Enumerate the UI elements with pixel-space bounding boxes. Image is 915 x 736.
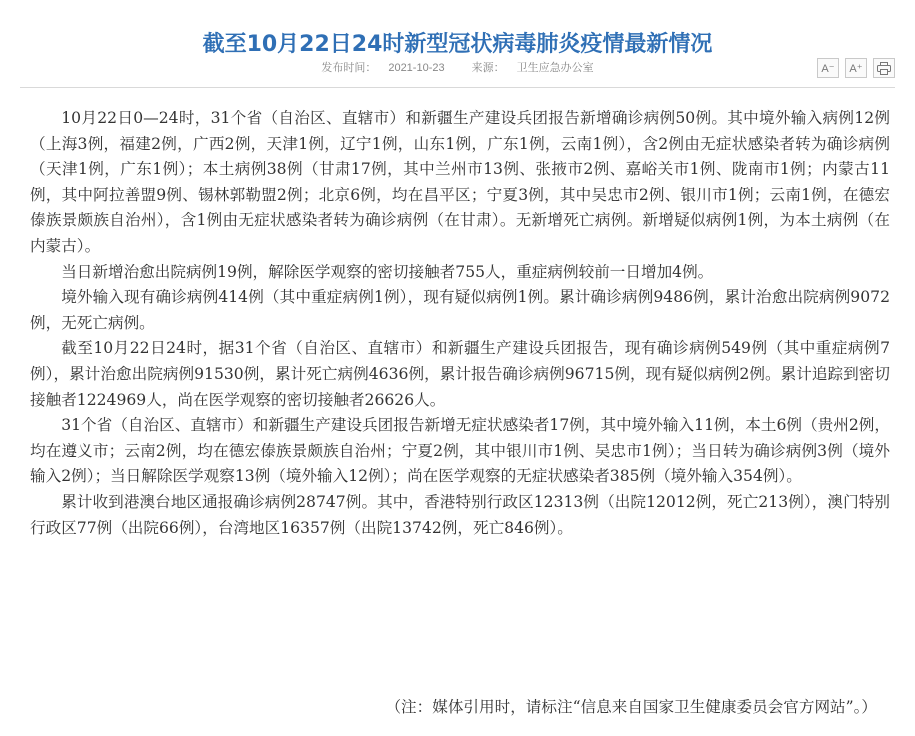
article-title: 截至10月22日24时新型冠状病毒肺炎疫情最新情况: [202, 31, 713, 57]
paragraph-hk-macao-taiwan: 累计收到港澳台地区通报确诊病例28747例。其中，香港特别行政区12313例（出院12012例，死亡213例），澳门特别行政区77例（出院66例），台湾地区16357例（出院13742例，死亡846例）。: [30, 492, 890, 537]
print-button[interactable]: [873, 58, 895, 78]
paragraph-new-cases: 10月22日0—24时，31个省（自治区、直辖市）和新疆生产建设兵团报告新增确诊病例50例。其中境外输入病例12例（上海3例，福建2例，广西2例，天津1例，辽宁1例，山东1例，广东1例，云南1例），含2例由无症状感染者转为确诊病例（天津1例，广东1例）；本土病例38例（甘肃17例，其中兰州市13例、张掖市2例、嘉峪关市1例、陇南市1例；内蒙古11例，其中阿拉善盟9例、锡林郭勒盟2例；北京6例，均在昌平区；宁夏3例，其中吴忠市2例、银川市1例；云南1例，在德宏傣族景颇族自治州），含1例由无症状感染者转为确诊病例（在甘肃）。无新增死亡病例。新增疑似病例1例，为本土病例（在内蒙古）。: [30, 109, 890, 255]
article-body: [30, 106, 890, 541]
publish-time: [315, 62, 450, 74]
font-larger-icon: A⁺: [849, 62, 863, 75]
citation-note: （注：媒体引用时，请标注“信息来自国家卫生健康委员会官方网站”。）: [385, 698, 877, 716]
paragraph-imported: 境外输入现有确诊病例414例（其中重症病例1例），现有疑似病例1例。累计确诊病例9486例，累计治愈出院病例9072例，无死亡病例。: [30, 288, 890, 332]
font-smaller-icon: A⁻: [821, 62, 835, 75]
article-source: [466, 62, 600, 74]
print-icon: [877, 62, 891, 75]
font-larger-button[interactable]: [845, 58, 867, 78]
paragraph-asymptomatic: 31个省（自治区、直辖市）和新疆生产建设兵团报告新增无症状感染者17例，其中境外输入11例，本土6例（贵州2例，均在遵义市；云南2例，均在德宏傣族景颇族自治州；宁夏2例，其中银川市1例、吴忠市1例）；当日转为确诊病例3例（境外输入2例）；当日解除医学观察13例（境外输入12例）；尚在医学观察的无症状感染者385例（境外输入354例）。: [30, 416, 890, 486]
publish-time-label: 发布时间：: [321, 62, 377, 74]
source-label: 来源：: [471, 62, 505, 74]
header-divider: [20, 87, 895, 88]
paragraph-cumulative: 截至10月22日24时，据31个省（自治区、直辖市）和新疆生产建设兵团报告，现有确诊病例549例（其中重症病例7例），累计治愈出院病例91530例，累计死亡病例4636例，累计报告确诊病例96715例，现有疑似病例2例。累计追踪到密切接触者1224969人，尚在医学观察的密切接触者26626人。: [30, 339, 890, 409]
font-smaller-button[interactable]: [817, 58, 839, 78]
article-toolbar: [817, 58, 895, 78]
publish-date: 2021-10-23: [388, 62, 445, 74]
article-meta: [0, 59, 915, 75]
paragraph-recoveries: 当日新增治愈出院病例19例，解除医学观察的密切接触者755人，重症病例较前一日增加4例。: [61, 262, 714, 281]
source-name: 卫生应急办公室: [516, 62, 594, 74]
